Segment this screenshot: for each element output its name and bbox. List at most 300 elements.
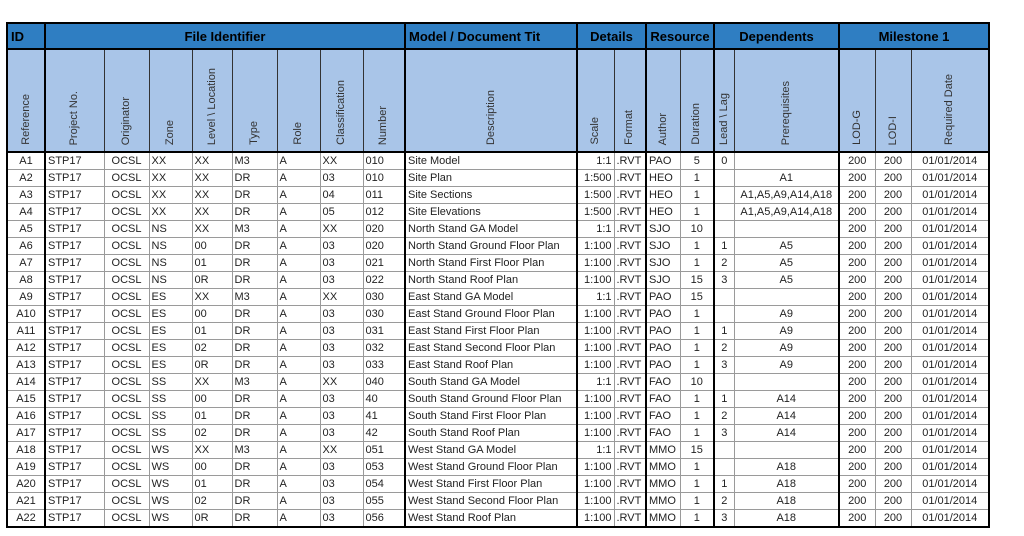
cell-originator[interactable]: OCSL: [104, 442, 149, 459]
cell-role[interactable]: A: [277, 510, 320, 528]
cell-lod-i[interactable]: 200: [875, 493, 911, 510]
cell-reference[interactable]: A20: [7, 476, 45, 493]
cell-prerequisites[interactable]: A18: [734, 476, 839, 493]
cell-lod-g[interactable]: 200: [839, 357, 875, 374]
cell-prerequisites[interactable]: A14: [734, 425, 839, 442]
cell-level-location[interactable]: XX: [192, 442, 232, 459]
cell-format[interactable]: .RVT: [614, 289, 646, 306]
cell-type[interactable]: DR: [232, 459, 277, 476]
cell-type[interactable]: DR: [232, 170, 277, 187]
cell-zone[interactable]: ES: [149, 323, 192, 340]
cell-zone[interactable]: NS: [149, 272, 192, 289]
cell-classification[interactable]: 03: [320, 272, 363, 289]
cell-format[interactable]: .RVT: [614, 323, 646, 340]
cell-prerequisites[interactable]: A5: [734, 255, 839, 272]
cell-duration[interactable]: 10: [680, 374, 714, 391]
cell-scale[interactable]: 1:100: [577, 459, 614, 476]
cell-prerequisites[interactable]: [734, 374, 839, 391]
cell-prerequisites[interactable]: [734, 442, 839, 459]
cell-required-date[interactable]: 01/01/2014: [911, 340, 989, 357]
cell-zone[interactable]: XX: [149, 170, 192, 187]
cell-classification[interactable]: 03: [320, 425, 363, 442]
cell-project-no[interactable]: STP17: [45, 442, 104, 459]
cell-type[interactable]: DR: [232, 357, 277, 374]
cell-role[interactable]: A: [277, 204, 320, 221]
cell-role[interactable]: A: [277, 152, 320, 170]
cell-project-no[interactable]: STP17: [45, 152, 104, 170]
cell-originator[interactable]: OCSL: [104, 510, 149, 528]
cell-author[interactable]: PAO: [646, 323, 680, 340]
cell-required-date[interactable]: 01/01/2014: [911, 221, 989, 238]
cell-reference[interactable]: A22: [7, 510, 45, 528]
cell-duration[interactable]: 1: [680, 425, 714, 442]
cell-lod-i[interactable]: 200: [875, 442, 911, 459]
cell-level-location[interactable]: XX: [192, 204, 232, 221]
cell-project-no[interactable]: STP17: [45, 493, 104, 510]
cell-required-date[interactable]: 01/01/2014: [911, 476, 989, 493]
cell-project-no[interactable]: STP17: [45, 459, 104, 476]
cell-originator[interactable]: OCSL: [104, 493, 149, 510]
cell-classification[interactable]: 03: [320, 255, 363, 272]
cell-role[interactable]: A: [277, 323, 320, 340]
cell-lod-g[interactable]: 200: [839, 340, 875, 357]
cell-level-location[interactable]: 00: [192, 459, 232, 476]
cell-classification[interactable]: 03: [320, 391, 363, 408]
cell-lod-i[interactable]: 200: [875, 374, 911, 391]
cell-level-location[interactable]: 00: [192, 391, 232, 408]
cell-description[interactable]: North Stand First Floor Plan: [405, 255, 577, 272]
cell-level-location[interactable]: 01: [192, 408, 232, 425]
cell-originator[interactable]: OCSL: [104, 306, 149, 323]
cell-lod-g[interactable]: 200: [839, 187, 875, 204]
cell-duration[interactable]: 1: [680, 340, 714, 357]
cell-originator[interactable]: OCSL: [104, 170, 149, 187]
cell-role[interactable]: A: [277, 476, 320, 493]
cell-author[interactable]: MMO: [646, 476, 680, 493]
cell-lod-i[interactable]: 200: [875, 289, 911, 306]
cell-zone[interactable]: XX: [149, 152, 192, 170]
cell-reference[interactable]: A3: [7, 187, 45, 204]
cell-zone[interactable]: ES: [149, 340, 192, 357]
cell-duration[interactable]: 1: [680, 493, 714, 510]
cell-zone[interactable]: ES: [149, 289, 192, 306]
cell-role[interactable]: A: [277, 289, 320, 306]
cell-format[interactable]: .RVT: [614, 357, 646, 374]
cell-classification[interactable]: 05: [320, 204, 363, 221]
cell-classification[interactable]: 03: [320, 459, 363, 476]
cell-required-date[interactable]: 01/01/2014: [911, 425, 989, 442]
cell-prerequisites[interactable]: A9: [734, 323, 839, 340]
cell-author[interactable]: MMO: [646, 493, 680, 510]
cell-duration[interactable]: 1: [680, 306, 714, 323]
cell-prerequisites[interactable]: A9: [734, 357, 839, 374]
cell-originator[interactable]: OCSL: [104, 340, 149, 357]
cell-classification[interactable]: 03: [320, 408, 363, 425]
cell-project-no[interactable]: STP17: [45, 221, 104, 238]
cell-author[interactable]: FAO: [646, 374, 680, 391]
cell-lead-lag[interactable]: 1: [714, 238, 734, 255]
cell-project-no[interactable]: STP17: [45, 289, 104, 306]
cell-classification[interactable]: XX: [320, 152, 363, 170]
cell-project-no[interactable]: STP17: [45, 391, 104, 408]
cell-lod-i[interactable]: 200: [875, 221, 911, 238]
cell-project-no[interactable]: STP17: [45, 340, 104, 357]
cell-author[interactable]: SJO: [646, 238, 680, 255]
cell-classification[interactable]: 03: [320, 170, 363, 187]
cell-reference[interactable]: A1: [7, 152, 45, 170]
cell-description[interactable]: North Stand Roof Plan: [405, 272, 577, 289]
cell-lod-g[interactable]: 200: [839, 408, 875, 425]
cell-description[interactable]: Site Model: [405, 152, 577, 170]
cell-description[interactable]: South Stand Ground Floor Plan: [405, 391, 577, 408]
cell-number[interactable]: 010: [363, 170, 405, 187]
cell-level-location[interactable]: 01: [192, 323, 232, 340]
cell-number[interactable]: 030: [363, 306, 405, 323]
cell-role[interactable]: A: [277, 374, 320, 391]
cell-level-location[interactable]: 0R: [192, 272, 232, 289]
cell-lod-g[interactable]: 200: [839, 272, 875, 289]
cell-required-date[interactable]: 01/01/2014: [911, 152, 989, 170]
cell-duration[interactable]: 10: [680, 221, 714, 238]
cell-zone[interactable]: WS: [149, 510, 192, 528]
cell-classification[interactable]: XX: [320, 289, 363, 306]
cell-lead-lag[interactable]: 0: [714, 152, 734, 170]
cell-duration[interactable]: 1: [680, 510, 714, 528]
cell-lod-i[interactable]: 200: [875, 357, 911, 374]
cell-duration[interactable]: 1: [680, 459, 714, 476]
cell-prerequisites[interactable]: A14: [734, 391, 839, 408]
cell-originator[interactable]: OCSL: [104, 152, 149, 170]
cell-type[interactable]: M3: [232, 152, 277, 170]
cell-reference[interactable]: A6: [7, 238, 45, 255]
cell-format[interactable]: .RVT: [614, 255, 646, 272]
cell-lod-g[interactable]: 200: [839, 221, 875, 238]
cell-author[interactable]: PAO: [646, 340, 680, 357]
cell-scale[interactable]: 1:500: [577, 170, 614, 187]
cell-reference[interactable]: A15: [7, 391, 45, 408]
cell-prerequisites[interactable]: A18: [734, 459, 839, 476]
cell-role[interactable]: A: [277, 187, 320, 204]
cell-role[interactable]: A: [277, 357, 320, 374]
cell-scale[interactable]: 1:100: [577, 340, 614, 357]
cell-description[interactable]: West Stand GA Model: [405, 442, 577, 459]
cell-project-no[interactable]: STP17: [45, 255, 104, 272]
cell-required-date[interactable]: 01/01/2014: [911, 459, 989, 476]
cell-format[interactable]: .RVT: [614, 170, 646, 187]
cell-reference[interactable]: A11: [7, 323, 45, 340]
cell-reference[interactable]: A8: [7, 272, 45, 289]
cell-required-date[interactable]: 01/01/2014: [911, 204, 989, 221]
cell-lod-g[interactable]: 200: [839, 510, 875, 528]
cell-lead-lag[interactable]: 3: [714, 357, 734, 374]
cell-reference[interactable]: A4: [7, 204, 45, 221]
cell-number[interactable]: 41: [363, 408, 405, 425]
cell-zone[interactable]: SS: [149, 425, 192, 442]
cell-required-date[interactable]: 01/01/2014: [911, 272, 989, 289]
cell-classification[interactable]: 03: [320, 510, 363, 528]
cell-classification[interactable]: XX: [320, 442, 363, 459]
cell-lead-lag[interactable]: [714, 221, 734, 238]
cell-project-no[interactable]: STP17: [45, 170, 104, 187]
cell-duration[interactable]: 1: [680, 408, 714, 425]
cell-classification[interactable]: 03: [320, 493, 363, 510]
cell-zone[interactable]: NS: [149, 221, 192, 238]
cell-number[interactable]: 011: [363, 187, 405, 204]
cell-description[interactable]: South Stand Roof Plan: [405, 425, 577, 442]
cell-duration[interactable]: 1: [680, 238, 714, 255]
cell-prerequisites[interactable]: A9: [734, 306, 839, 323]
cell-level-location[interactable]: 01: [192, 255, 232, 272]
cell-lead-lag[interactable]: 3: [714, 510, 734, 528]
cell-project-no[interactable]: STP17: [45, 204, 104, 221]
cell-reference[interactable]: A10: [7, 306, 45, 323]
cell-type[interactable]: DR: [232, 493, 277, 510]
cell-type[interactable]: DR: [232, 340, 277, 357]
cell-description[interactable]: North Stand Ground Floor Plan: [405, 238, 577, 255]
cell-zone[interactable]: SS: [149, 391, 192, 408]
cell-format[interactable]: .RVT: [614, 340, 646, 357]
cell-type[interactable]: M3: [232, 442, 277, 459]
cell-lod-g[interactable]: 200: [839, 255, 875, 272]
cell-project-no[interactable]: STP17: [45, 408, 104, 425]
cell-zone[interactable]: WS: [149, 459, 192, 476]
cell-zone[interactable]: NS: [149, 238, 192, 255]
cell-scale[interactable]: 1:500: [577, 204, 614, 221]
cell-originator[interactable]: OCSL: [104, 391, 149, 408]
cell-scale[interactable]: 1:100: [577, 238, 614, 255]
cell-required-date[interactable]: 01/01/2014: [911, 323, 989, 340]
cell-type[interactable]: DR: [232, 272, 277, 289]
cell-role[interactable]: A: [277, 442, 320, 459]
cell-prerequisites[interactable]: A18: [734, 493, 839, 510]
cell-required-date[interactable]: 01/01/2014: [911, 391, 989, 408]
cell-classification[interactable]: XX: [320, 221, 363, 238]
cell-reference[interactable]: A5: [7, 221, 45, 238]
cell-type[interactable]: M3: [232, 289, 277, 306]
cell-lead-lag[interactable]: 2: [714, 340, 734, 357]
cell-role[interactable]: A: [277, 238, 320, 255]
cell-originator[interactable]: OCSL: [104, 221, 149, 238]
cell-prerequisites[interactable]: A14: [734, 408, 839, 425]
cell-originator[interactable]: OCSL: [104, 459, 149, 476]
cell-prerequisites[interactable]: A1,A5,A9,A14,A18: [734, 204, 839, 221]
cell-project-no[interactable]: STP17: [45, 187, 104, 204]
cell-lod-g[interactable]: 200: [839, 391, 875, 408]
cell-format[interactable]: .RVT: [614, 204, 646, 221]
cell-type[interactable]: M3: [232, 374, 277, 391]
cell-number[interactable]: 42: [363, 425, 405, 442]
cell-project-no[interactable]: STP17: [45, 323, 104, 340]
cell-reference[interactable]: A16: [7, 408, 45, 425]
cell-lead-lag[interactable]: [714, 204, 734, 221]
cell-lod-g[interactable]: 200: [839, 493, 875, 510]
cell-description[interactable]: North Stand GA Model: [405, 221, 577, 238]
cell-description[interactable]: East Stand Roof Plan: [405, 357, 577, 374]
cell-author[interactable]: PAO: [646, 152, 680, 170]
cell-format[interactable]: .RVT: [614, 152, 646, 170]
cell-originator[interactable]: OCSL: [104, 323, 149, 340]
cell-description[interactable]: Site Elevations: [405, 204, 577, 221]
cell-number[interactable]: 054: [363, 476, 405, 493]
cell-format[interactable]: .RVT: [614, 238, 646, 255]
cell-lod-g[interactable]: 200: [839, 323, 875, 340]
cell-project-no[interactable]: STP17: [45, 238, 104, 255]
cell-originator[interactable]: OCSL: [104, 289, 149, 306]
cell-type[interactable]: DR: [232, 238, 277, 255]
cell-reference[interactable]: A9: [7, 289, 45, 306]
cell-scale[interactable]: 1:100: [577, 493, 614, 510]
cell-required-date[interactable]: 01/01/2014: [911, 510, 989, 528]
cell-lod-i[interactable]: 200: [875, 306, 911, 323]
cell-lead-lag[interactable]: [714, 289, 734, 306]
cell-scale[interactable]: 1:100: [577, 357, 614, 374]
cell-scale[interactable]: 1:100: [577, 323, 614, 340]
cell-lod-i[interactable]: 200: [875, 340, 911, 357]
cell-zone[interactable]: SS: [149, 408, 192, 425]
cell-author[interactable]: HEO: [646, 187, 680, 204]
cell-type[interactable]: DR: [232, 187, 277, 204]
cell-required-date[interactable]: 01/01/2014: [911, 289, 989, 306]
cell-zone[interactable]: WS: [149, 493, 192, 510]
cell-lod-g[interactable]: 200: [839, 170, 875, 187]
cell-reference[interactable]: A7: [7, 255, 45, 272]
cell-author[interactable]: SJO: [646, 221, 680, 238]
cell-format[interactable]: .RVT: [614, 493, 646, 510]
cell-description[interactable]: South Stand First Floor Plan: [405, 408, 577, 425]
cell-scale[interactable]: 1:100: [577, 408, 614, 425]
cell-format[interactable]: .RVT: [614, 459, 646, 476]
cell-reference[interactable]: A19: [7, 459, 45, 476]
cell-scale[interactable]: 1:100: [577, 425, 614, 442]
cell-lod-g[interactable]: 200: [839, 459, 875, 476]
cell-level-location[interactable]: 0R: [192, 357, 232, 374]
cell-role[interactable]: A: [277, 255, 320, 272]
cell-lead-lag[interactable]: 2: [714, 493, 734, 510]
cell-zone[interactable]: SS: [149, 374, 192, 391]
cell-lod-g[interactable]: 200: [839, 289, 875, 306]
cell-lead-lag[interactable]: 3: [714, 272, 734, 289]
cell-zone[interactable]: XX: [149, 187, 192, 204]
cell-level-location[interactable]: 02: [192, 493, 232, 510]
cell-level-location[interactable]: 00: [192, 238, 232, 255]
cell-number[interactable]: 056: [363, 510, 405, 528]
cell-level-location[interactable]: XX: [192, 170, 232, 187]
cell-zone[interactable]: ES: [149, 357, 192, 374]
cell-description[interactable]: West Stand Second Floor Plan: [405, 493, 577, 510]
cell-project-no[interactable]: STP17: [45, 272, 104, 289]
cell-lod-g[interactable]: 200: [839, 476, 875, 493]
cell-number[interactable]: 031: [363, 323, 405, 340]
cell-prerequisites[interactable]: A5: [734, 238, 839, 255]
cell-format[interactable]: .RVT: [614, 221, 646, 238]
cell-description[interactable]: Site Plan: [405, 170, 577, 187]
cell-lod-g[interactable]: 200: [839, 306, 875, 323]
cell-prerequisites[interactable]: A5: [734, 272, 839, 289]
cell-type[interactable]: DR: [232, 255, 277, 272]
cell-role[interactable]: A: [277, 425, 320, 442]
cell-classification[interactable]: 03: [320, 306, 363, 323]
cell-number[interactable]: 051: [363, 442, 405, 459]
cell-lod-i[interactable]: 200: [875, 204, 911, 221]
cell-lead-lag[interactable]: [714, 374, 734, 391]
cell-type[interactable]: M3: [232, 221, 277, 238]
cell-description[interactable]: Site Sections: [405, 187, 577, 204]
cell-project-no[interactable]: STP17: [45, 306, 104, 323]
cell-level-location[interactable]: XX: [192, 289, 232, 306]
cell-author[interactable]: FAO: [646, 391, 680, 408]
cell-lod-i[interactable]: 200: [875, 152, 911, 170]
cell-type[interactable]: DR: [232, 408, 277, 425]
cell-originator[interactable]: OCSL: [104, 425, 149, 442]
cell-lod-i[interactable]: 200: [875, 187, 911, 204]
cell-duration[interactable]: 1: [680, 476, 714, 493]
cell-scale[interactable]: 1:1: [577, 374, 614, 391]
cell-prerequisites[interactable]: A1,A5,A9,A14,A18: [734, 187, 839, 204]
cell-originator[interactable]: OCSL: [104, 374, 149, 391]
cell-classification[interactable]: 03: [320, 476, 363, 493]
cell-author[interactable]: PAO: [646, 357, 680, 374]
cell-author[interactable]: PAO: [646, 289, 680, 306]
cell-type[interactable]: DR: [232, 476, 277, 493]
cell-role[interactable]: A: [277, 391, 320, 408]
cell-type[interactable]: DR: [232, 306, 277, 323]
cell-reference[interactable]: A18: [7, 442, 45, 459]
cell-number[interactable]: 055: [363, 493, 405, 510]
cell-number[interactable]: 040: [363, 374, 405, 391]
cell-required-date[interactable]: 01/01/2014: [911, 374, 989, 391]
cell-description[interactable]: West Stand First Floor Plan: [405, 476, 577, 493]
cell-role[interactable]: A: [277, 272, 320, 289]
cell-lod-i[interactable]: 200: [875, 170, 911, 187]
cell-originator[interactable]: OCSL: [104, 187, 149, 204]
cell-type[interactable]: DR: [232, 391, 277, 408]
cell-author[interactable]: HEO: [646, 170, 680, 187]
cell-number[interactable]: 020: [363, 238, 405, 255]
cell-author[interactable]: MMO: [646, 510, 680, 528]
cell-author[interactable]: MMO: [646, 442, 680, 459]
cell-format[interactable]: .RVT: [614, 187, 646, 204]
cell-lead-lag[interactable]: [714, 187, 734, 204]
cell-lod-g[interactable]: 200: [839, 204, 875, 221]
cell-description[interactable]: East Stand GA Model: [405, 289, 577, 306]
cell-author[interactable]: FAO: [646, 425, 680, 442]
cell-project-no[interactable]: STP17: [45, 476, 104, 493]
cell-number[interactable]: 030: [363, 289, 405, 306]
cell-reference[interactable]: A2: [7, 170, 45, 187]
cell-lead-lag[interactable]: 2: [714, 255, 734, 272]
cell-level-location[interactable]: 02: [192, 340, 232, 357]
cell-scale[interactable]: 1:1: [577, 289, 614, 306]
cell-lod-i[interactable]: 200: [875, 323, 911, 340]
cell-lead-lag[interactable]: 2: [714, 408, 734, 425]
cell-number[interactable]: 053: [363, 459, 405, 476]
cell-number[interactable]: 021: [363, 255, 405, 272]
cell-scale[interactable]: 1:1: [577, 221, 614, 238]
cell-prerequisites[interactable]: [734, 152, 839, 170]
cell-lead-lag[interactable]: 1: [714, 323, 734, 340]
cell-classification[interactable]: 03: [320, 340, 363, 357]
cell-duration[interactable]: 1: [680, 187, 714, 204]
cell-role[interactable]: A: [277, 306, 320, 323]
cell-reference[interactable]: A13: [7, 357, 45, 374]
cell-duration[interactable]: 15: [680, 272, 714, 289]
cell-author[interactable]: MMO: [646, 459, 680, 476]
cell-classification[interactable]: 03: [320, 323, 363, 340]
cell-duration[interactable]: 1: [680, 357, 714, 374]
cell-lod-i[interactable]: 200: [875, 272, 911, 289]
cell-originator[interactable]: OCSL: [104, 272, 149, 289]
cell-level-location[interactable]: XX: [192, 221, 232, 238]
